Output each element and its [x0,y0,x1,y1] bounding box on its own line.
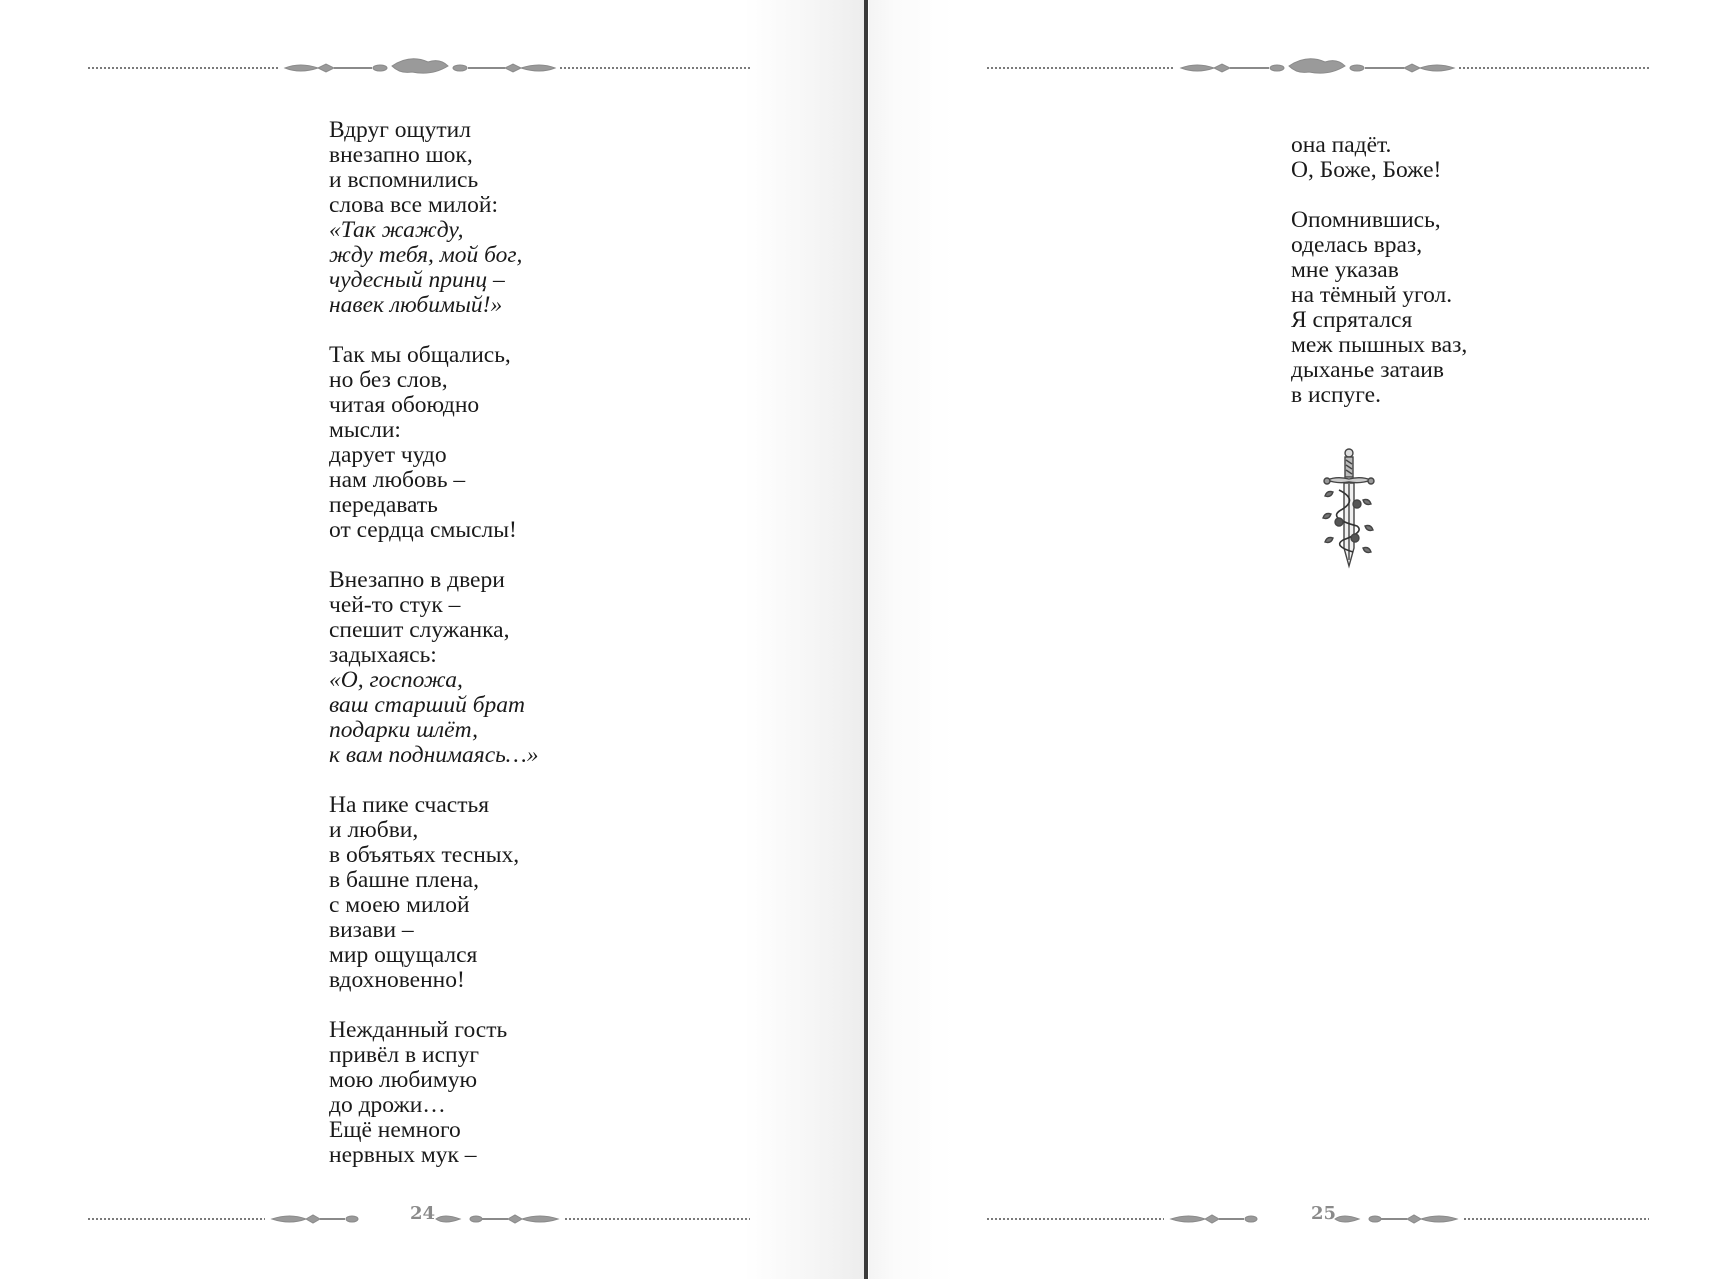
top-ornament-rule [0,56,866,80]
stanza [1291,208,1467,408]
verse-line: в объятьях тесных, [329,842,520,868]
verse-line: Так мы общались, [329,342,511,368]
verse-line: О, Боже, Боже! [1291,157,1442,183]
sword-with-roses-icon [1319,448,1379,570]
verse-line: с моею милой [329,892,470,918]
book-gutter [864,0,868,1279]
verse-line: но без слов, [329,367,448,393]
verse-line: чудесный принц – [329,267,505,293]
stanza [329,343,538,543]
verse-line: к вам поднимаясь…» [329,742,539,768]
verse-line: мысли: [329,417,401,443]
verse-line: навек любимый!» [329,292,503,318]
verse-line: жду тебя, мой бог, [329,242,523,268]
verse-line: слова все милой: [329,192,499,218]
verse-line: читая обоюдно [329,392,480,418]
verse-line: до дрожи… [329,1092,446,1118]
verse-line: в башне плена, [329,867,479,893]
right-page [869,0,1725,1279]
verse-line: На пике счастья [329,792,490,818]
verse-line: нам любовь – [329,467,466,493]
verse-line: и вспомнились [329,167,479,193]
verse-line: от сердца смыслы! [329,517,517,543]
verse-line: Ещё немного [329,1117,461,1143]
verse-line: дыханье затаив [1291,357,1444,383]
flourish-ornament-icon [869,1207,1725,1231]
verse-line: на тёмный угол. [1291,282,1453,308]
verse-line: мир ощущался [329,942,478,968]
verse-line: спешит служанка, [329,617,510,643]
verse-line: задыхаясь: [329,642,437,668]
stanza [1291,133,1467,183]
verse-line: «О, госпожа, [329,667,463,693]
verse-line: передавать [329,492,438,518]
verse-line: мне указав [1291,257,1399,283]
top-ornament-rule [869,56,1725,80]
stanza [329,793,538,993]
verse-line: Внезапно в двери [329,567,505,593]
stanza [329,1018,538,1168]
verse-line: подарки шлёт, [329,717,479,743]
flourish-ornament-icon [869,56,1725,80]
verse-line: оделась враз, [1291,232,1423,258]
verse-line: мою любимую [329,1067,478,1093]
flourish-ornament-icon [0,56,866,80]
verse-line: Опомнившись, [1291,207,1441,233]
verse-line: Нежданный гость [329,1017,508,1043]
verse-line: привёл в испуг [329,1042,479,1068]
verse-line: она падёт. [1291,132,1392,158]
stanza [329,568,538,768]
verse-line: визави – [329,917,414,943]
right-poem-text [1291,133,1467,433]
verse-line: в испуге. [1291,382,1381,408]
verse-line: чей-то стук – [329,592,461,618]
verse-line: Я спрятался [1291,307,1413,333]
verse-line: «Так жажду, [329,217,464,243]
verse-line: внезапно шок, [329,142,473,168]
verse-line: и любви, [329,817,419,843]
verse-line: Вдруг ощутил [329,117,471,143]
verse-line: вдохновенно! [329,967,465,993]
page-number-right: 25 [1311,1203,1337,1224]
page-number-left: 24 [410,1203,436,1224]
verse-line: нервных мук – [329,1142,477,1168]
stanza [329,118,538,318]
verse-line: дарует чудо [329,442,447,468]
verse-line: ваш старший брат [329,692,525,718]
verse-line: меж пышных ваз, [1291,332,1468,358]
left-poem-text [329,118,538,1193]
bottom-ornament-rule [869,1207,1725,1231]
